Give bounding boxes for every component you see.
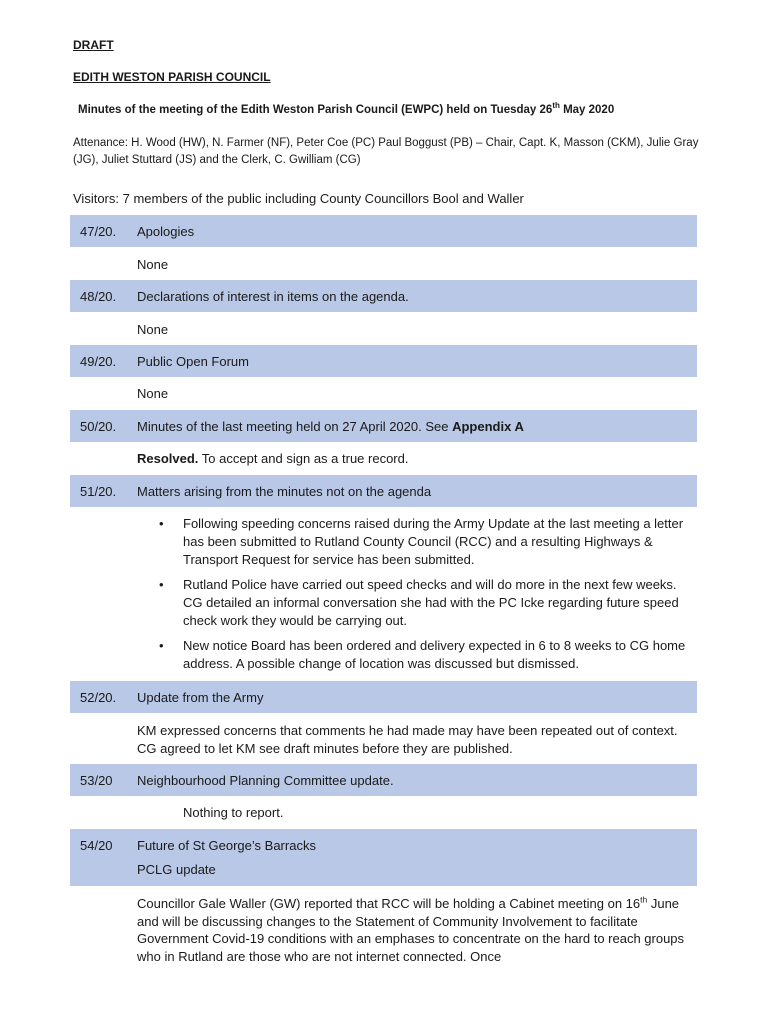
attendance-text: Attenance: H. Wood (HW), N. Farmer (NF), Peter Coe (PC) Paul Boggust (PB) – Chair, Capt. K, Masson (CKM), Julie Gray (JG), Juliet Stuttard (JS) and the Clerk, C. Gwilliam (CG) <box>73 137 699 166</box>
resolved-label: Resolved. <box>137 451 199 466</box>
agenda-title: Minutes of the last meeting held on 27 April 2020. See Appendix A <box>137 419 524 434</box>
agenda-title: Neighbourhood Planning Committee update. <box>137 773 394 788</box>
meeting-subtitle: Minutes of the meeting of the Edith Weston Parish Council (EWPC) held on Tuesday 26th May 2020 <box>78 101 615 116</box>
agenda-body: None <box>137 386 169 401</box>
agenda-subtitle: PCLG update <box>137 862 216 877</box>
bullet-icon: • <box>159 577 164 592</box>
agenda-title: Declarations of interest in items on the agenda. <box>137 289 409 304</box>
agenda-body: None <box>137 322 169 337</box>
list-item: • Rutland Police have carried out speed checks and will do more in the next few weeks. CG detailed an informal conversation she had with the PC Icke regarding future speed check work they would be carrying out. <box>159 577 679 628</box>
agenda-body: Councillor Gale Waller (GW) reported that RCC will be holding a Cabinet meeting on 16th June and will be discussing changes to the Statement of Community Involvement to facilitate Government Covid-19 conditions with an emphases to concentrate on the hard to reach groups who in Rutland are those who are not internet connected. Once <box>137 894 685 964</box>
bullet-icon: • <box>159 516 164 531</box>
agenda-body: Resolved. To accept and sign as a true record. <box>137 451 409 466</box>
list-item: • New notice Board has been ordered and delivery expected in 6 to 8 weeks to CG home address. A possible change of location was discussed but dismissed. <box>159 638 686 671</box>
list-item: • Following speeding concerns raised during the Army Update at the last meeting a letter has been submitted to Rutland County Council (RCC) and a resulting Highways & Transport Request for service has been submitted. <box>159 516 684 567</box>
agenda-title: Matters arising from the minutes not on the agenda <box>137 484 432 499</box>
agenda-title: Future of St George’s Barracks <box>137 838 316 853</box>
agenda-title: Update from the Army <box>137 690 264 705</box>
agenda-title: Apologies <box>137 224 195 239</box>
matters-bullet-list <box>137 515 697 680</box>
agenda-number: 52/20. <box>80 690 117 705</box>
agenda-number: 54/20 <box>80 838 113 853</box>
agenda-number: 48/20. <box>80 289 117 304</box>
agenda-title: Public Open Forum <box>137 354 249 369</box>
agenda-number: 53/20 <box>80 773 113 788</box>
bullet-icon: • <box>159 638 164 653</box>
agenda-body: KM expressed concerns that comments he had made may have been repeated out of context. CG agreed to let KM see draft minutes before they are published. <box>137 723 678 756</box>
agenda-number: 49/20. <box>80 354 117 369</box>
visitors-text: Visitors: 7 members of the public including County Councillors Bool and Waller <box>73 191 524 206</box>
council-name: EDITH WESTON PARISH COUNCIL <box>73 70 271 84</box>
agenda-number: 51/20. <box>80 484 117 499</box>
appendix-link-text: Appendix A <box>452 419 524 434</box>
agenda-body: None <box>137 257 169 272</box>
agenda-number: 50/20. <box>80 419 117 434</box>
agenda-body: Nothing to report. <box>183 805 284 820</box>
agenda-number: 47/20. <box>80 224 117 239</box>
draft-label: DRAFT <box>73 38 114 52</box>
